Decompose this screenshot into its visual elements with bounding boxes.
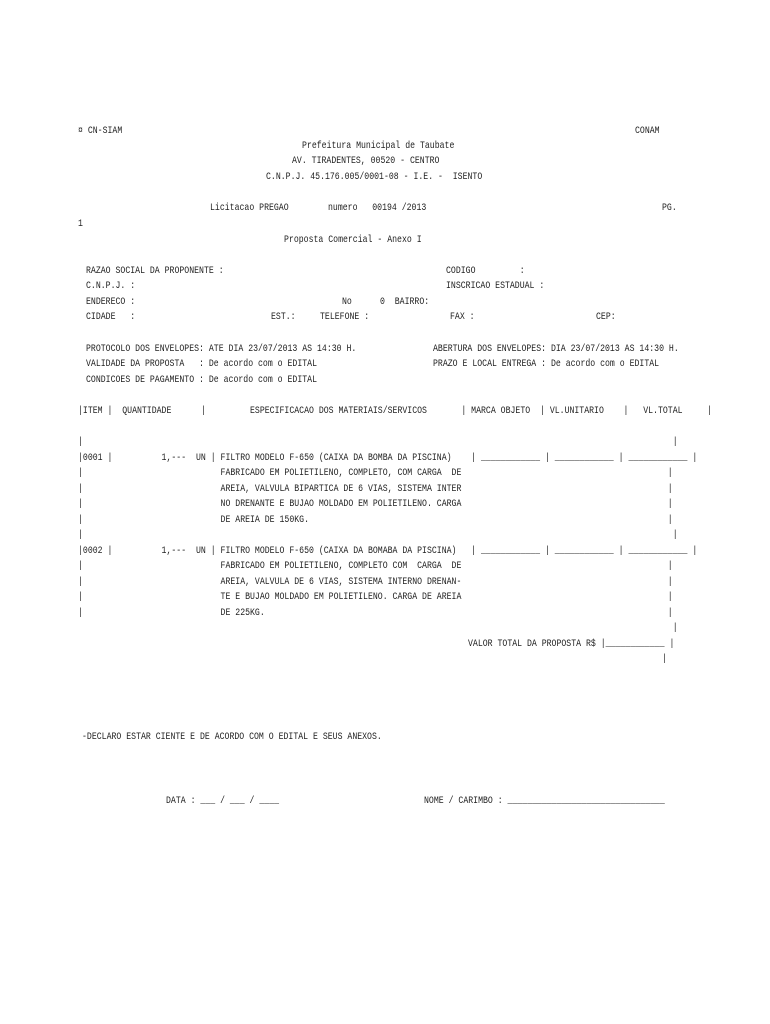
table-row: | FABRICADO EM POLIETILENO, COMPLETO, COM CARGA DE | [78, 467, 673, 479]
data-field: DATA : ___ / ___ / ____ [166, 795, 280, 807]
cnpj-label: C.N.P.J. : [86, 280, 136, 292]
abertura-text: ABERTURA DOS ENVELOPES: DIA 23/07/2013 AS 14:30 H. [433, 343, 679, 355]
cidade-label: CIDADE : [86, 311, 136, 323]
prazo-text: PRAZO E LOCAL ENTREGA : De acordo com o EDITAL [433, 358, 660, 370]
codigo-label: CODIGO : [446, 265, 525, 277]
table-row: | DE AREIA DE 150KG. | [78, 514, 673, 526]
vendor-name: CONAM [635, 125, 660, 137]
table-row: | AREIA, VALVULA BIPARTICA DE 6 VIAS, SISTEMA INTER | [78, 483, 673, 495]
org-name: Prefeitura Municipal de Taubate [302, 140, 455, 152]
table-end: | [662, 653, 667, 665]
table-row: | NO DRENANTE E BUJAO MOLDADO EM POLIETILENO. CARGA | [78, 498, 673, 510]
table-row: |0002 | 1,--- UN | FILTRO MODELO F-650 (CAIXA DA BOMABA DA PISCINA) | ____________ | ____________ | ____________ | [78, 545, 698, 557]
table-row: | DE 225KG. | [78, 607, 673, 619]
table-row: |0001 | 1,--- UN | FILTRO MODELO F-650 (CAIXA DA BOMBA DA PISCINA) | ____________ | ____________ | ____________ | [78, 452, 698, 464]
table-row: | TE E BUJAO MOLDADO EM POLIETILENO. CARGA DE AREIA | [78, 591, 673, 603]
table-row: | AREIA, VALVULA DE 6 VIAS, SISTEMA INTERNO DRENAN- | [78, 576, 673, 588]
table-row: | FABRICADO EM POLIETILENO, COMPLETO COM CARGA DE | [78, 560, 673, 572]
telefone-label: TELEFONE : [320, 311, 370, 323]
cep-label: CEP: [596, 311, 616, 323]
declaration: -DECLARO ESTAR CIENTE E DE ACORDO COM O EDITAL E SEUS ANEXOS. [82, 731, 382, 743]
endereco-label: ENDERECO : [86, 296, 136, 308]
system-name: ¤ CN-SIAM [78, 125, 123, 137]
page-label: PG. [662, 202, 677, 214]
page-title: Proposta Comercial - Anexo I [284, 234, 422, 246]
page-number: 1 [78, 218, 83, 230]
inscricao-label: INSCRICAO ESTADUAL : [446, 280, 545, 292]
nome-carimbo-field: NOME / CARIMBO : ________________________________ [424, 795, 665, 807]
fax-label: FAX : [450, 311, 475, 323]
valor-total: VALOR TOTAL DA PROPOSTA R$ |____________ | [468, 638, 675, 650]
org-cnpj: C.N.P.J. 45.176.005/0001-08 - I.E. - ISENTO [266, 171, 483, 183]
table-header: |ITEM | QUANTIDADE | ESPECIFICACAO DOS MATERIAIS/SERVICOS | MARCA OBJETO | VL.UNITARIO | VL.TOTAL | [78, 405, 713, 417]
org-address: AV. TIRADENTES, 00520 - CENTRO [292, 155, 440, 167]
estado-label: EST.: [271, 311, 296, 323]
razao-social-label: RAZAO SOCIAL DA PROPONENTE : [86, 265, 224, 277]
table-row: | | [78, 436, 678, 448]
pagamento-text: CONDICOES DE PAGAMENTO : De acordo com o EDITAL [86, 374, 318, 386]
bairro-label: 0 BAIRRO: [380, 296, 430, 308]
numero-label: No [342, 296, 352, 308]
validade-text: VALIDADE DA PROPOSTA : De acordo com o EDITAL [86, 358, 318, 370]
licitacao-numero: numero 00194 /2013 [328, 202, 427, 214]
protocolo-text: PROTOCOLO DOS ENVELOPES: ATE DIA 23/07/2013 AS 14:30 H. [86, 343, 357, 355]
table-row: | [78, 622, 678, 634]
table-row: | | [78, 529, 678, 541]
licitacao-label: Licitacao PREGAO [210, 202, 289, 214]
